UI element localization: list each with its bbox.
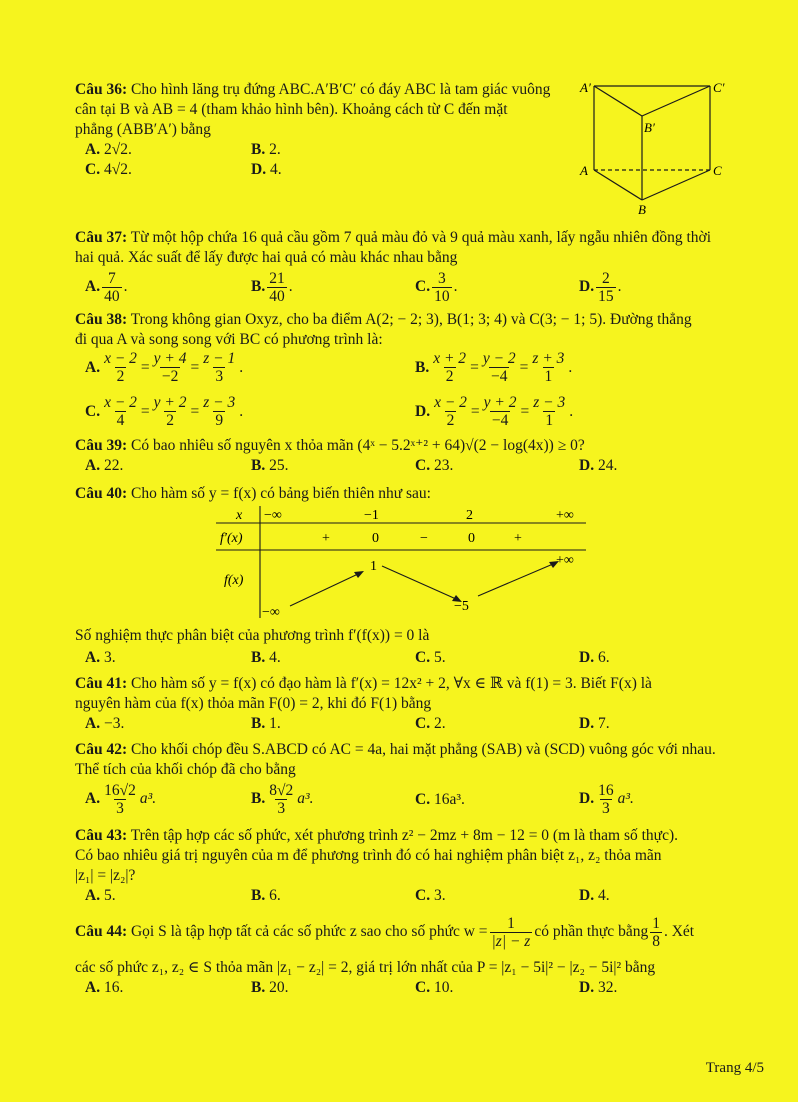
question-41 xyxy=(75,674,735,734)
option-a[interactable]: A. 3. xyxy=(85,649,116,666)
option-c[interactable]: C. 4√2. xyxy=(85,161,132,178)
option-letter: A. xyxy=(85,358,101,376)
question-text: Trong không gian Oxyz, cho ba điểm A(2; − 2; 3), B(1; 3; 4) và C(3; − 1; 5). Đường thẳng xyxy=(130,311,692,328)
w-fraction: $\frac{1}{|z| - z}$ xyxy=(491,914,531,950)
question-43 xyxy=(75,826,735,906)
question-label: Câu 36: xyxy=(75,81,128,98)
vertex-label: B′ xyxy=(644,120,655,135)
option-d[interactable]: D. 6. xyxy=(579,649,610,666)
fraction: $\frac{z - 3}{1}$ xyxy=(533,394,566,429)
question-text: Cho hàm số y = f(x) có đạo hàm là f′(x) = 12x² + 2, ∀x ∈ ℝ và f(1) = 3. Biết F(x) là xyxy=(130,675,652,692)
question-text: |z₁| = |z₂|? xyxy=(75,867,136,884)
fraction: $\frac{x + 2}{2}$ xyxy=(433,350,467,385)
option-letter: D. xyxy=(415,402,431,420)
vertex-label: A′ xyxy=(580,80,591,95)
variation-table xyxy=(216,504,586,620)
question-text: Cho hình lăng trụ đứng ABC.A′B′C′ có đáy ABC là tam giác vuông xyxy=(130,81,551,98)
option-d[interactable]: D. 4. xyxy=(579,887,610,904)
option-d[interactable]: D. 24. xyxy=(579,457,618,474)
question-text: đi qua A và song song với BC có phương trình là: xyxy=(75,331,383,348)
question-36 xyxy=(75,80,565,180)
f-value: 1 xyxy=(370,559,377,574)
question-label: Câu 40: xyxy=(75,485,128,502)
option-c[interactable]: C. 16a³. xyxy=(415,791,465,808)
question-label: Câu 39: xyxy=(75,437,128,454)
fraction: $\frac{z - 3}{9}$ xyxy=(203,394,236,429)
fraction: $\frac{x - 2}{2}$ xyxy=(104,350,137,385)
fraction: $\frac{z - 1}{3}$ xyxy=(203,350,236,385)
option-c[interactable]: C. $\frac{3}{10}$ . xyxy=(415,270,458,305)
option-b[interactable]: B. $\frac{21}{40}$ . xyxy=(251,270,293,305)
option-c[interactable]: C. 5. xyxy=(415,649,446,666)
question-text: phẳng (ABB′A′) bằng xyxy=(75,121,211,138)
zero: 0 xyxy=(468,531,475,546)
f-value: −5 xyxy=(454,599,469,614)
question-label: Câu 42: xyxy=(75,741,128,758)
option-d[interactable]: D. $\frac{16}{3}$ a³. xyxy=(579,782,634,817)
fraction: $\frac{x - 2}{4}$ xyxy=(104,394,137,429)
prism-figure xyxy=(568,76,738,218)
option-c[interactable]: C. $\frac{x - 2}{4}$ = $\frac{y + 2}{2}$ = $\frac{z - 3}{9}$ . xyxy=(85,394,244,429)
sign: + xyxy=(514,531,522,546)
option-b[interactable]: B. 20. xyxy=(251,979,289,996)
vertex-label: C xyxy=(713,163,722,178)
vertex-label: A xyxy=(580,163,588,178)
question-text: các số phức z₁, z₂ ∈ S thỏa mãn |z₁ − z₂| = 2, giá trị lớn nhất của P = |z₁ − 5i|² − |z₂ − 5i|² bằng xyxy=(75,959,656,976)
option-a[interactable]: A. −3. xyxy=(85,715,125,732)
question-44 xyxy=(75,912,735,998)
question-text: cân tại B và AB = 4 (tham khảo hình bên). Khoảng cách từ C đến mặt xyxy=(75,101,508,118)
option-d[interactable]: D. $\frac{2}{15}$ . xyxy=(579,270,622,305)
option-a[interactable]: A. $\frac{7}{40}$ . xyxy=(85,270,128,305)
sign: + xyxy=(322,531,330,546)
option-a[interactable]: A. 22. xyxy=(85,457,124,474)
option-b[interactable]: B. $\frac{8√2}{3}$ a³. xyxy=(251,782,314,817)
option-d[interactable]: D. 7. xyxy=(579,715,610,732)
question-label: Câu 37: xyxy=(75,229,128,246)
option-a[interactable]: A. $\frac{x - 2}{2}$ = $\frac{y + 4}{-2}$ = $\frac{z - 1}{3}$ . xyxy=(85,350,244,385)
option-c[interactable]: C. 2. xyxy=(415,715,446,732)
fraction: $\frac{z + 3}{1}$ xyxy=(532,350,565,385)
question-40 xyxy=(75,484,735,504)
fraction: $\frac{y + 2}{2}$ xyxy=(153,394,187,429)
x-value: −1 xyxy=(364,508,379,523)
option-b[interactable]: B. $\frac{x + 2}{2}$ = $\frac{y - 2}{-4}$ = $\frac{z + 3}{1}$ . xyxy=(415,350,573,385)
sign: − xyxy=(420,531,428,546)
question-37 xyxy=(75,228,735,308)
question-label: Câu 44: xyxy=(75,923,128,940)
option-letter: B. xyxy=(415,358,430,376)
option-d[interactable]: D. 4. xyxy=(251,161,282,178)
f-label: f(x) xyxy=(224,573,244,588)
fraction: $\frac{y + 2}{-4}$ xyxy=(483,394,517,429)
question-text: Cho khối chóp đều S.ABCD có AC = 4a, hai mặt phẳng (SAB) và (SCD) vuông góc với nhau. xyxy=(130,741,716,758)
x-value: +∞ xyxy=(556,508,574,523)
page-number: Trang 4/5 xyxy=(705,1060,764,1076)
question-text: Thể tích của khối chóp đã cho bằng xyxy=(75,761,296,778)
option-b[interactable]: B. 1. xyxy=(251,715,281,732)
question-text: . Xét xyxy=(663,923,695,940)
option-letter: C. xyxy=(85,402,101,420)
question-text: Có bao nhiêu giá trị nguyên của m để phương trình đó có hai nghiệm phân biệt z₁, z₂ thỏa mãn xyxy=(75,847,662,864)
option-b[interactable]: B. 6. xyxy=(251,887,281,904)
question-42 xyxy=(75,740,735,822)
x-value: −∞ xyxy=(264,508,282,523)
real-part-fraction: $\frac{1}{8}$ xyxy=(652,914,660,950)
question-text: có phần thực bằng xyxy=(534,923,649,940)
fprime-label: f′(x) xyxy=(220,531,243,546)
question-40-prompt xyxy=(75,626,735,668)
option-b[interactable]: B. 2. xyxy=(251,141,281,158)
question-text: Cho hàm số y = f(x) có bảng biến thiên như sau: xyxy=(130,485,431,502)
x-value: 2 xyxy=(466,508,473,523)
question-label: Câu 41: xyxy=(75,675,128,692)
question-label: Câu 43: xyxy=(75,827,128,844)
question-text: nguyên hàm của f(x) thỏa mãn F(0) = 2, khi đó F(1) bằng xyxy=(75,695,432,712)
option-d[interactable]: D. 32. xyxy=(579,979,618,996)
question-text: Gọi S là tập hợp tất cả các số phức z sao cho số phức w = xyxy=(130,923,488,940)
fraction: $\frac{x - 2}{2}$ xyxy=(434,394,467,429)
f-value: +∞ xyxy=(556,553,574,568)
question-text: hai quả. Xác suất để lấy được hai quả có màu khác nhau bằng xyxy=(75,249,458,266)
zero: 0 xyxy=(372,531,379,546)
question-text: Có bao nhiêu số nguyên x thỏa mãn (4ˣ − 5.2ˣ⁺² + 64)√(2 − log(4x)) ≥ 0? xyxy=(130,437,585,454)
question-38 xyxy=(75,310,735,438)
x-label: x xyxy=(236,508,243,523)
fraction: $\frac{y - 2}{-4}$ xyxy=(482,350,516,385)
question-text: Trên tập hợp các số phức, xét phương trình z² − 2mz + 8m − 12 = 0 (m là tham số thực). xyxy=(130,827,678,844)
f-value: −∞ xyxy=(262,605,280,620)
question-label: Câu 38: xyxy=(75,311,128,328)
option-b[interactable]: B. 4. xyxy=(251,649,281,666)
option-a[interactable]: A. 16. xyxy=(85,979,124,996)
option-b[interactable]: B. 25. xyxy=(251,457,289,474)
vertex-label: C′ xyxy=(713,80,725,95)
fraction: $\frac{y + 4}{-2}$ xyxy=(153,350,187,385)
question-39 xyxy=(75,436,735,476)
option-a[interactable]: A. 5. xyxy=(85,887,116,904)
option-c[interactable]: C. 3. xyxy=(415,887,446,904)
option-d[interactable]: D. $\frac{x - 2}{2}$ = $\frac{y + 2}{-4}$ = $\frac{z - 3}{1}$ . xyxy=(415,394,574,429)
option-c[interactable]: C. 23. xyxy=(415,457,454,474)
option-a[interactable]: A. 2√2. xyxy=(85,141,132,158)
question-text: Từ một hộp chứa 16 quả cầu gồm 7 quả màu đỏ và 9 quả màu xanh, lấy ngẫu nhiên đồng thời xyxy=(130,229,712,246)
vertex-label: B xyxy=(638,202,646,217)
option-c[interactable]: C. 10. xyxy=(415,979,454,996)
question-text: Số nghiệm thực phân biệt của phương trình f′(f(x)) = 0 là xyxy=(75,627,430,644)
option-a[interactable]: A. $\frac{16√2}{3}$ a³. xyxy=(85,782,157,817)
